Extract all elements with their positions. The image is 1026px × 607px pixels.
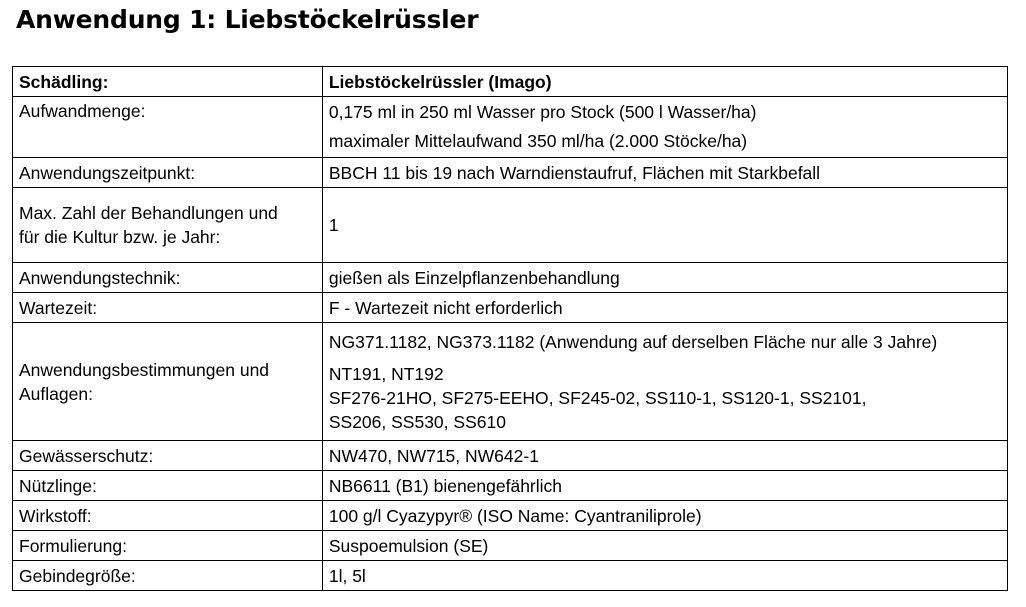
value-anwendungstechnik: gießen als Einzelpflanzenbehandlung	[322, 263, 1007, 293]
row-wirkstoff	[13, 501, 1008, 531]
label-wirkstoff: Wirkstoff:	[13, 501, 323, 531]
value-max-behandlungen: 1	[322, 188, 1007, 263]
label-anwendungszeitpunkt: Anwendungszeitpunkt:	[13, 158, 323, 188]
row-gebindegroesse	[13, 561, 1008, 591]
row-aufwandmenge	[13, 97, 1008, 158]
label-max-behandlungen-line-1: Max. Zahl der Behandlungen und	[19, 203, 278, 223]
value-wartezeit: F - Wartezeit nicht erforderlich	[322, 293, 1007, 323]
label-gewaesserschutz: Gewässerschutz:	[13, 441, 323, 471]
label-formulierung: Formulierung:	[13, 531, 323, 561]
value-aufwandmenge	[322, 97, 1007, 158]
row-max-behandlungen	[13, 188, 1008, 263]
value-auflagen-line-3: SF276-21HO, SF275-EEHO, SF245-02, SS110-1, SS120-1, SS2101,	[328, 387, 867, 408]
label-auflagen-line-1: Anwendungsbestimmungen und	[19, 359, 270, 380]
label-auflagen-line-2: Auflagen:	[19, 383, 93, 404]
label-schaedling: Schädling:	[13, 67, 323, 97]
row-anwendungszeitpunkt	[13, 158, 1008, 188]
row-formulierung	[13, 531, 1008, 561]
value-gewaesserschutz: NW470, NW715, NW642-1	[322, 441, 1007, 471]
value-nuetzlinge: NB6611 (B1) bienengefährlich	[322, 471, 1007, 501]
row-wartezeit	[13, 293, 1008, 323]
label-anwendungstechnik: Anwendungstechnik:	[13, 263, 323, 293]
value-auflagen-line-1: NG371.1182, NG373.1182 (Anwendung auf derselben Fläche nur alle 3 Jahre)	[328, 331, 938, 352]
value-schaedling: Liebstöckelrüssler (Imago)	[322, 67, 1007, 97]
label-auflagen	[13, 323, 323, 441]
row-anwendungstechnik	[13, 263, 1008, 293]
label-max-behandlungen	[13, 188, 323, 263]
row-nuetzlinge	[13, 471, 1008, 501]
application-table	[12, 66, 1008, 591]
label-gebindegroesse: Gebindegröße:	[13, 561, 323, 591]
value-auflagen	[322, 323, 1007, 441]
value-aufwandmenge-line-1: 0,175 ml in 250 ml Wasser pro Stock (500 l Wasser/ha)	[328, 102, 757, 122]
value-formulierung: Suspoemulsion (SE)	[322, 531, 1007, 561]
value-wirkstoff: 100 g/l Cyazypyr® (ISO Name: Cyantraniliprole)	[322, 501, 1007, 531]
label-wartezeit: Wartezeit:	[13, 293, 323, 323]
value-gebindegroesse: 1l, 5l	[322, 561, 1007, 591]
label-nuetzlinge: Nützlinge:	[13, 471, 323, 501]
page-title: Anwendung 1: Liebstöckelrüssler	[16, 5, 479, 34]
row-gewaesserschutz	[13, 441, 1008, 471]
value-aufwandmenge-line-2: maximaler Mittelaufwand 350 ml/ha (2.000 Stöcke/ha)	[328, 131, 748, 151]
value-auflagen-line-2: NT191, NT192	[328, 363, 444, 384]
row-schaedling	[13, 67, 1008, 97]
label-aufwandmenge: Aufwandmenge:	[13, 97, 323, 158]
label-max-behandlungen-line-2: für die Kultur bzw. je Jahr:	[19, 227, 221, 247]
value-anwendungszeitpunkt: BBCH 11 bis 19 nach Warndienstaufruf, Flächen mit Starkbefall	[322, 158, 1007, 188]
value-auflagen-line-4: SS206, SS530, SS610	[328, 411, 506, 432]
row-auflagen	[13, 323, 1008, 441]
